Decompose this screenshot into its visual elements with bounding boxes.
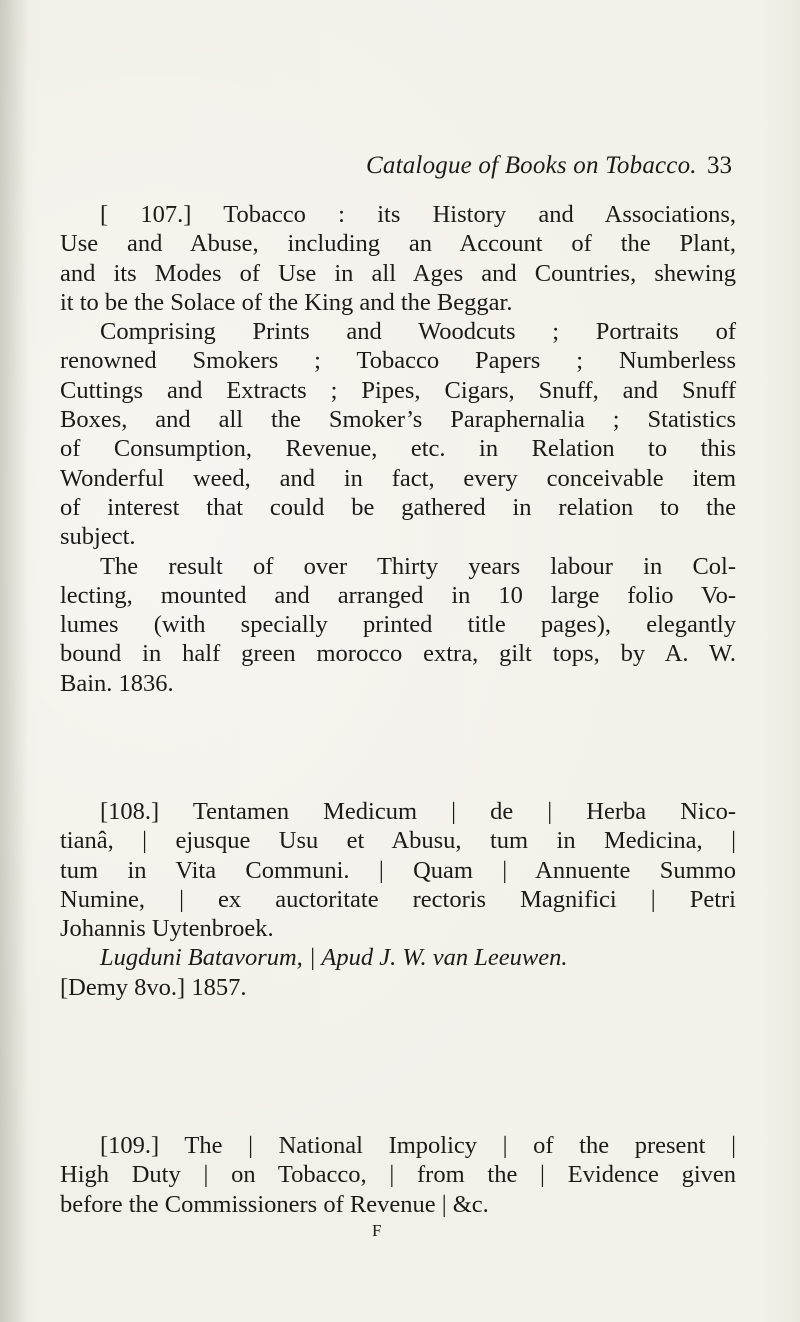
page-number: 33	[707, 152, 732, 179]
catalogue-entry-107	[60, 200, 736, 698]
entry-line: Cuttings and Extracts ; Pipes, Cigars, Snuff, and Snuff	[60, 376, 736, 404]
entry-line: Johannis Uytenbroek.	[60, 915, 274, 943]
entry-line: tum in Vita Communi. | Quam | Annuente Summo	[60, 856, 736, 884]
entry-line: bound in half green morocco extra, gilt tops, by A. W.	[60, 640, 736, 668]
catalogue-entry-108	[60, 797, 736, 1002]
running-title: Catalogue of Books on Tobacco.	[366, 152, 697, 179]
entry-line: Boxes, and all the Smoker’s Paraphernalia ; Statistics	[60, 406, 736, 434]
entry-line: of interest that could be gathered in relation to the	[60, 493, 736, 521]
entry-line: tianâ, | ejusque Usu et Abusu, tum in Medicina, |	[60, 827, 736, 855]
gutter-shadow	[0, 0, 28, 1322]
entry-line: Wonderful weed, and in fact, every conceivable item	[60, 464, 736, 492]
entry-line: subject.	[60, 523, 136, 551]
entry-line: Use and Abuse, including an Account of the Plant,	[60, 230, 736, 258]
entry-line: of Consumption, Revenue, etc. in Relation to this	[60, 435, 736, 463]
entry-line: lecting, mounted and arranged in 10 large folio Vo-	[60, 581, 736, 609]
entry-line: The result of over Thirty years labour in Col-	[100, 552, 736, 580]
entry-line: Bain. 1836.	[60, 669, 174, 697]
running-head	[0, 148, 800, 188]
imprint-line: Lugduni Batavorum, | Apud J. W. van Leeuwen.	[100, 944, 568, 972]
catalogue-entry-109	[60, 1131, 736, 1219]
entry-line: [109.] The | National Impolicy | of the present |	[100, 1132, 736, 1159]
entry-line: High Duty | on Tobacco, | from the | Evidence given	[60, 1161, 736, 1189]
entry-line: renowned Smokers ; Tobacco Papers ; Numberless	[60, 347, 736, 375]
entry-line: [ 107.] Tobacco : its History and Associations,	[100, 201, 736, 228]
entry-line: Comprising Prints and Woodcuts ; Portraits of	[100, 318, 736, 346]
entry-line: before the Commissioners of Revenue | &c.	[60, 1190, 489, 1218]
entry-line: [108.] Tentamen Medicum | de | Herba Nico-	[100, 798, 736, 825]
entry-line: [Demy 8vo.] 1857.	[60, 973, 247, 1001]
entry-line: it to be the Solace of the King and the Beggar.	[60, 288, 513, 316]
entry-line: Numine, | ex auctoritate rectoris Magnifici | Petri	[60, 885, 736, 913]
signature-mark: F	[372, 1221, 383, 1240]
entry-line: and its Modes of Use in all Ages and Countries, shewing	[60, 259, 736, 287]
entry-line: lumes (with specially printed title pages), elegantly	[60, 611, 736, 639]
